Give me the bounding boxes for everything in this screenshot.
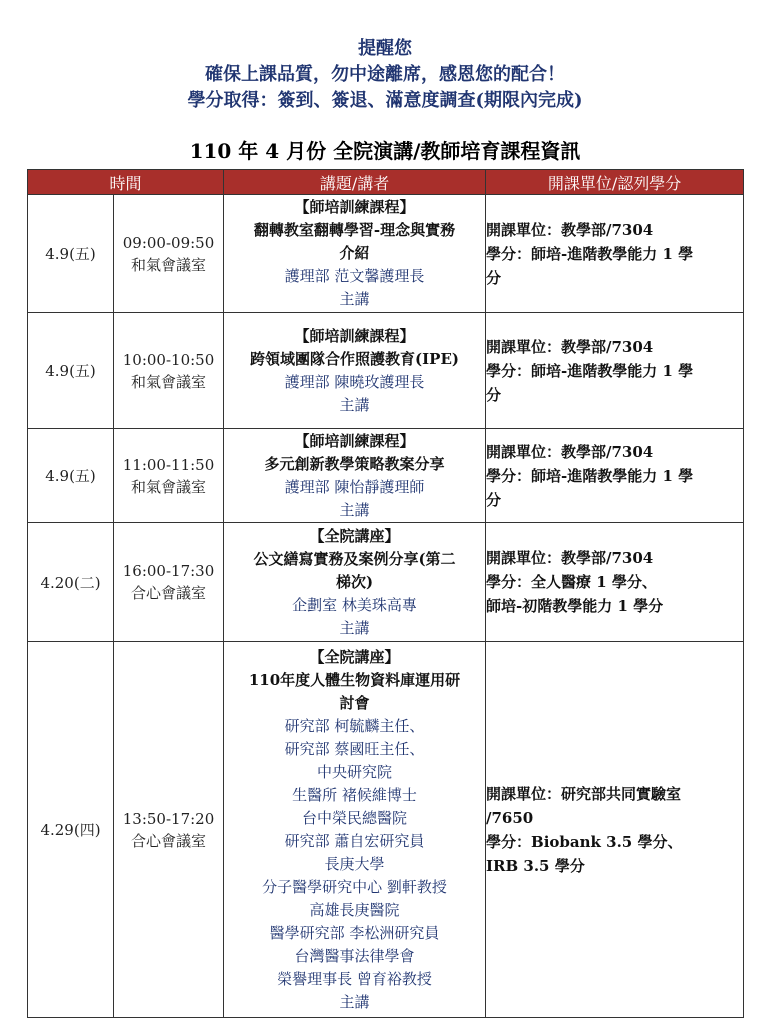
session-title-line: 討會: [339, 693, 370, 712]
session-time-room: [114, 195, 224, 313]
session-topic: [224, 523, 486, 642]
speaker-line: 護理部 范文馨護理長: [284, 267, 425, 285]
unit-credit-line: 開課單位：研究部共同實驗室: [486, 784, 682, 803]
speaker-line: 護理部 陳怡靜護理師: [284, 477, 425, 496]
session-time-room: [114, 523, 224, 642]
session-time-room: [114, 429, 224, 523]
table-row: [28, 195, 744, 313]
unit-credit-line: 分: [486, 268, 502, 287]
unit-credit-line: 開課單位：教學部/7304: [486, 337, 654, 356]
unit-credit-line: 開課單位：教學部/7304: [486, 220, 654, 239]
speaker-line: 護理部 陳曉玫護理長: [284, 372, 425, 391]
reminder-quality-note: 確保上課品質，勿中途離席，感恩您的配合！: [205, 64, 565, 85]
session-date: 4.9(五): [28, 313, 114, 429]
session-room: 和氣會議室: [131, 255, 207, 274]
session-title-line: 公文繕寫實務及案例分享(第二: [253, 549, 456, 568]
speaker-role: 主講: [339, 500, 370, 519]
table-row: [28, 429, 744, 523]
session-date: 4.9(五): [28, 429, 114, 523]
unit-credit-line: /7650: [486, 808, 534, 827]
session-title-line: 110年度人體生物資料庫運用研: [248, 670, 461, 689]
unit-credit-line: 分: [486, 490, 502, 509]
table-row: [28, 642, 744, 1018]
table-row: [28, 313, 744, 429]
speaker-line: 研究部 柯毓麟主任、: [284, 716, 425, 735]
speaker-line: 台灣醫事法律學會: [294, 946, 415, 965]
speaker-line: 企劃室 林美珠高專: [292, 595, 417, 614]
header-unit: 開課單位/認列學分: [486, 170, 744, 195]
session-title-line: 翻轉教室翻轉學習-理念與實務: [253, 221, 456, 239]
session-unit-credits: [486, 195, 744, 313]
header-topic: 講題/講者: [224, 170, 486, 195]
speaker-line: 台中榮民總醫院: [302, 808, 408, 827]
reminder-credit-note: 學分取得：簽到、簽退、滿意度調查(期限內完成): [187, 90, 583, 111]
session-title-line: 介紹: [339, 244, 370, 262]
session-time: 11:00-11:50: [122, 455, 215, 474]
speaker-line: 榮譽理事長 曾育裕教授: [277, 969, 432, 988]
session-room: 和氣會議室: [131, 372, 207, 391]
speaker-role: 主講: [339, 395, 370, 414]
unit-credit-line: 學分：師培-進階教學能力 1 學: [486, 361, 694, 380]
session-room: 合心會議室: [131, 584, 207, 602]
speaker-line: 長庚大學: [324, 854, 385, 873]
unit-credit-line: 師培-初階教學能力 1 學分: [486, 597, 664, 615]
session-topic: [224, 642, 486, 1018]
session-time: 13:50-17:20: [122, 809, 215, 828]
table-row: [28, 523, 744, 642]
unit-credit-line: 學分：師培-進階教學能力 1 學: [486, 244, 694, 263]
session-time: 10:00-10:50: [122, 350, 215, 369]
speaker-role: 主講: [339, 618, 370, 637]
session-title-line: 梯次): [335, 572, 374, 591]
speaker-line: 研究部 蔡國旺主任、: [284, 739, 425, 758]
session-category: 【師培訓練課程】: [294, 326, 415, 345]
unit-credit-line: 學分：全人醫療 1 學分、: [486, 573, 657, 591]
reminder-notice: [0, 36, 770, 114]
session-title-line: 多元創新教學策略教案分享: [264, 454, 445, 473]
unit-credit-line: IRB 3.5 學分: [486, 856, 585, 875]
session-date: 4.20(二): [28, 523, 114, 642]
course-schedule-table: [27, 169, 744, 1018]
session-time-room: [114, 642, 224, 1018]
session-unit-credits: [486, 313, 744, 429]
session-unit-credits: [486, 642, 744, 1018]
speaker-line: 高雄長庚醫院: [309, 900, 400, 919]
speaker-role: 主講: [339, 992, 370, 1011]
session-title-line: 跨領域團隊合作照護教育(IPE): [250, 349, 459, 368]
unit-credit-line: 學分：師培-進階教學能力 1 學: [486, 466, 694, 485]
session-topic: [224, 429, 486, 523]
unit-credit-line: 分: [486, 385, 502, 404]
session-topic: [224, 195, 486, 313]
session-room: 和氣會議室: [131, 477, 207, 496]
session-unit-credits: [486, 523, 744, 642]
speaker-role: 主講: [339, 290, 370, 308]
session-category: 【師培訓練課程】: [294, 431, 415, 450]
session-date: 4.29(四): [28, 642, 114, 1018]
session-category: 【全院講座】: [309, 647, 400, 666]
speaker-line: 醫學研究部 李松洲研究員: [269, 923, 440, 942]
session-time: 09:00-09:50: [122, 233, 215, 252]
unit-credit-line: 開課單位：教學部/7304: [486, 549, 654, 567]
session-time: 16:00-17:30: [122, 562, 215, 580]
header-time: 時間: [28, 170, 224, 195]
speaker-line: 分子醫學研究中心 劉軒教授: [262, 877, 447, 896]
unit-credit-line: 開課單位：教學部/7304: [486, 442, 654, 461]
session-unit-credits: [486, 429, 744, 523]
session-category: 【全院講座】: [309, 526, 400, 545]
session-room: 合心會議室: [131, 831, 207, 850]
speaker-line: 研究部 蕭自宏研究員: [284, 831, 425, 850]
session-time-room: [114, 313, 224, 429]
session-topic: [224, 313, 486, 429]
page-title: 110 年 4 月份 全院演講/教師培育課程資訊: [189, 139, 581, 163]
unit-credit-line: 學分：Biobank 3.5 學分、: [486, 832, 683, 851]
session-date: 4.9(五): [28, 195, 114, 313]
table-header-row: [28, 170, 744, 195]
speaker-line: 中央研究院: [317, 762, 393, 781]
speaker-line: 生醫所 褚候維博士: [292, 785, 417, 804]
session-category: 【師培訓練課程】: [294, 198, 415, 216]
reminder-heading: 提醒您: [358, 38, 412, 59]
